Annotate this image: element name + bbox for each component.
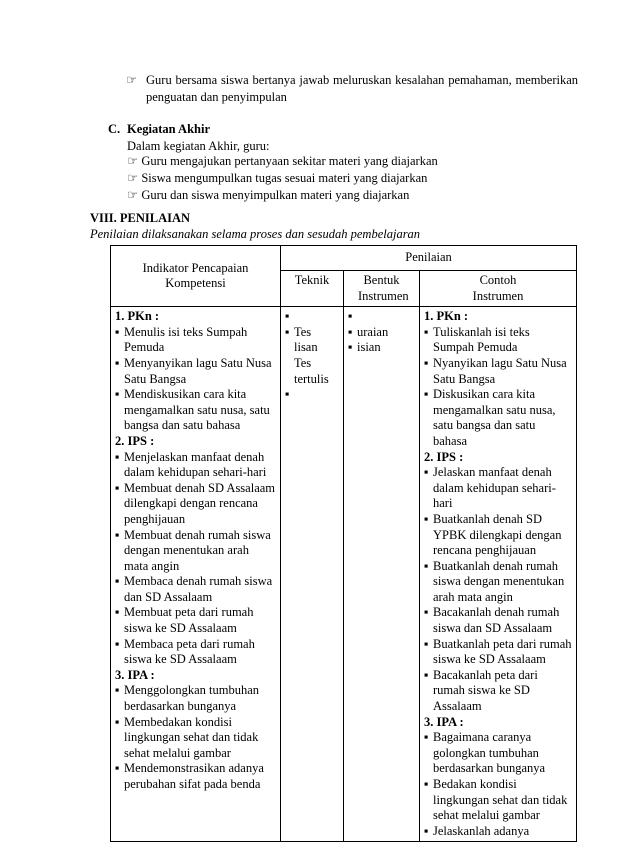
list-item: ▪ Membedakan kondisi lingkungan sehat dan tidak sehat melalui gambar bbox=[115, 714, 259, 760]
square-bullet-icon: ▪ bbox=[115, 714, 120, 729]
contoh-ips-list bbox=[424, 465, 572, 715]
square-bullet-icon: ▪ bbox=[285, 324, 290, 339]
square-bullet-icon: ▪ bbox=[115, 574, 120, 589]
header-bentuk: Bentuk Instrumen bbox=[344, 271, 420, 307]
section-viii-subtitle: Penilaian dilaksanakan selama proses dan sesudah pembelajaran bbox=[90, 227, 421, 241]
square-bullet-icon: ▪ bbox=[424, 667, 429, 682]
square-bullet-icon: ▪ bbox=[115, 636, 120, 651]
contoh-ips-title: 2. IPS : bbox=[424, 449, 464, 464]
square-bullet-icon: ▪ bbox=[424, 823, 429, 838]
indikator-ipa-list bbox=[115, 683, 276, 792]
pointing-hand-icon: ☞ bbox=[126, 73, 138, 87]
list-item: ▪ Buatkanlah denah SD YPBK dilengkapi dengan rencana penghijauan bbox=[424, 511, 562, 558]
square-bullet-icon: ▪ bbox=[424, 558, 429, 573]
square-bullet-icon: ▪ bbox=[285, 309, 290, 324]
square-bullet-icon: ▪ bbox=[115, 387, 120, 402]
list-item: ▪ Bacakanlah denah rumah siswa dan SD Assalaam bbox=[424, 605, 560, 636]
list-item: ▪ Menulis isi teks Sumpah Pemuda bbox=[115, 324, 248, 355]
list-item: ▪ Bacakanlah peta dari rumah siswa ke SD Assalaam bbox=[424, 667, 538, 714]
list-item: ▪ Diskusikan cara kita mengamalkan satu nusa, satu bangsa dan satu bahasa bbox=[424, 387, 556, 448]
list-item: ▪ Membuat denah SD Assalaam dilengkapi dengan rencana penghijauan bbox=[115, 480, 276, 526]
list-item: ▪ Bedakan kondisi lingkungan sehat dan tidak sehat melalui gambar bbox=[424, 777, 568, 823]
contoh-ipa-list bbox=[424, 730, 572, 839]
square-bullet-icon: ▪ bbox=[348, 340, 353, 355]
section-c-intro: Dalam kegiatan Akhir, guru: bbox=[127, 139, 270, 153]
section-viii-title: VIII. PENILAIAN bbox=[90, 211, 191, 225]
section-c-letter: C. bbox=[108, 122, 121, 136]
list-item: ▪ Membaca peta dari rumah siswa ke SD Assalaam bbox=[115, 636, 255, 667]
list-item: ▪ Membuat denah rumah siswa dengan menentukan arah mata angin bbox=[115, 527, 271, 573]
list-item: ▪ Jelaskan manfaat denah dalam kehidupan sehari-hari bbox=[424, 465, 556, 511]
list-item: ▪ Menggolongkan tumbuhan berdasarkan bunganya bbox=[115, 683, 260, 714]
list-item: ☞ Guru dan siswa menyimpulkan materi yang diajarkan bbox=[127, 188, 410, 202]
list-item bbox=[348, 309, 415, 325]
list-item: ▪ Jelaskanlah adanya bbox=[424, 823, 530, 838]
list-item: ▪ Membaca denah rumah siswa dan SD Assalaam bbox=[115, 574, 273, 604]
square-bullet-icon: ▪ bbox=[115, 527, 120, 542]
table-row bbox=[111, 307, 577, 842]
square-bullet-icon: ▪ bbox=[115, 761, 120, 776]
square-bullet-icon: ▪ bbox=[115, 355, 120, 370]
list-item: ▪ uraian bbox=[348, 324, 389, 339]
list-item bbox=[285, 309, 339, 325]
assessment-table bbox=[110, 245, 577, 842]
pointing-hand-icon: ☞ bbox=[127, 188, 139, 202]
list-item: ▪ Mendemonstrasikan adanya perubahan sifat pada benda bbox=[115, 761, 264, 791]
square-bullet-icon: ▪ bbox=[424, 730, 429, 745]
list-item: ▪ Menjelaskan manfaat denah dalam kehidupan sehari-hari bbox=[115, 449, 267, 480]
indikator-ips-list bbox=[115, 450, 276, 668]
square-bullet-icon: ▪ bbox=[115, 605, 120, 620]
list-item: ▪ Menyanyikan lagu Satu Nusa Satu Bangsa bbox=[115, 355, 272, 386]
square-bullet-icon: ▪ bbox=[115, 449, 120, 464]
list-item: ▪ Membuat peta dari rumah siswa ke SD Assalaam bbox=[115, 605, 254, 636]
list-item: ☞ Siswa mengumpulkan tugas sesuai materi yang diajarkan bbox=[127, 171, 428, 185]
indikator-ips-title: 2. IPS : bbox=[115, 433, 155, 448]
list-item: ▪ Mendiskusikan cara kita mengamalkan satu nusa, satu bangsa dan satu bahasa bbox=[115, 387, 270, 433]
square-bullet-icon: ▪ bbox=[424, 387, 429, 402]
list-item: ▪ Buatkanlah peta dari rumah siswa ke SD Assalaam bbox=[424, 636, 572, 667]
contoh-pkn-title: 1. PKn : bbox=[424, 309, 469, 324]
square-bullet-icon: ▪ bbox=[348, 324, 353, 339]
square-bullet-icon: ▪ bbox=[424, 355, 429, 370]
header-teknik: Teknik bbox=[281, 271, 344, 307]
list-item: ▪ Tes lisan Tes tertulis bbox=[285, 324, 329, 386]
square-bullet-icon: ▪ bbox=[424, 605, 429, 620]
square-bullet-icon: ▪ bbox=[424, 777, 429, 791]
square-bullet-icon: ▪ bbox=[424, 324, 429, 339]
section-c-title: Kegiatan Akhir bbox=[127, 122, 210, 136]
list-item: ▪ isian bbox=[348, 340, 381, 355]
square-bullet-icon: ▪ bbox=[424, 636, 429, 651]
top-bullet-line2: penguatan dan penyimpulan bbox=[146, 90, 287, 104]
contoh-ipa-title: 3. IPA : bbox=[424, 714, 464, 729]
teknik-list bbox=[285, 309, 339, 403]
header-contoh: Contoh Instrumen bbox=[420, 271, 577, 307]
bentuk-cell bbox=[344, 307, 420, 842]
list-item: ▪ Bagaimana caranya golongkan tumbuhan berdasarkan bunganya bbox=[424, 730, 546, 776]
square-bullet-icon: ▪ bbox=[115, 324, 120, 339]
indikator-pkn-title: 1. PKn : bbox=[115, 309, 160, 324]
pointing-hand-icon: ☞ bbox=[127, 171, 139, 185]
square-bullet-icon: ▪ bbox=[115, 480, 120, 495]
bentuk-list bbox=[348, 309, 415, 356]
header-indikator: Indikator Pencapaian Kompetensi bbox=[111, 246, 281, 307]
indikator-cell bbox=[111, 307, 281, 842]
contoh-pkn-list bbox=[424, 325, 572, 450]
list-item: ▪ Buatkanlah denah rumah siswa dengan menentukan arah mata angin bbox=[424, 558, 565, 604]
list-item: ▪ Tuliskanlah isi teks Sumpah Pemuda bbox=[424, 324, 530, 355]
square-bullet-icon: ▪ bbox=[285, 387, 290, 402]
list-item bbox=[285, 387, 339, 403]
list-item: ☞ Guru mengajukan pertanyaan sekitar materi yang diajarkan bbox=[127, 154, 438, 168]
table-header-row bbox=[111, 246, 577, 271]
pointing-hand-icon: ☞ bbox=[127, 154, 139, 168]
teknik-cell bbox=[281, 307, 344, 842]
square-bullet-icon: ▪ bbox=[348, 309, 353, 324]
top-bullet-line1: Guru bersama siswa bertanya jawab meluruskan kesalahan pemahaman, memberikan bbox=[146, 73, 578, 87]
header-penilaian: Penilaian bbox=[281, 246, 577, 271]
square-bullet-icon: ▪ bbox=[115, 683, 120, 698]
list-item: ▪ Nyanyikan lagu Satu Nusa Satu Bangsa bbox=[424, 355, 567, 386]
square-bullet-icon: ▪ bbox=[424, 511, 429, 526]
square-bullet-icon: ▪ bbox=[424, 465, 429, 480]
contoh-cell bbox=[420, 307, 577, 842]
indikator-ipa-title: 3. IPA : bbox=[115, 667, 155, 682]
indikator-pkn-list bbox=[115, 325, 276, 434]
